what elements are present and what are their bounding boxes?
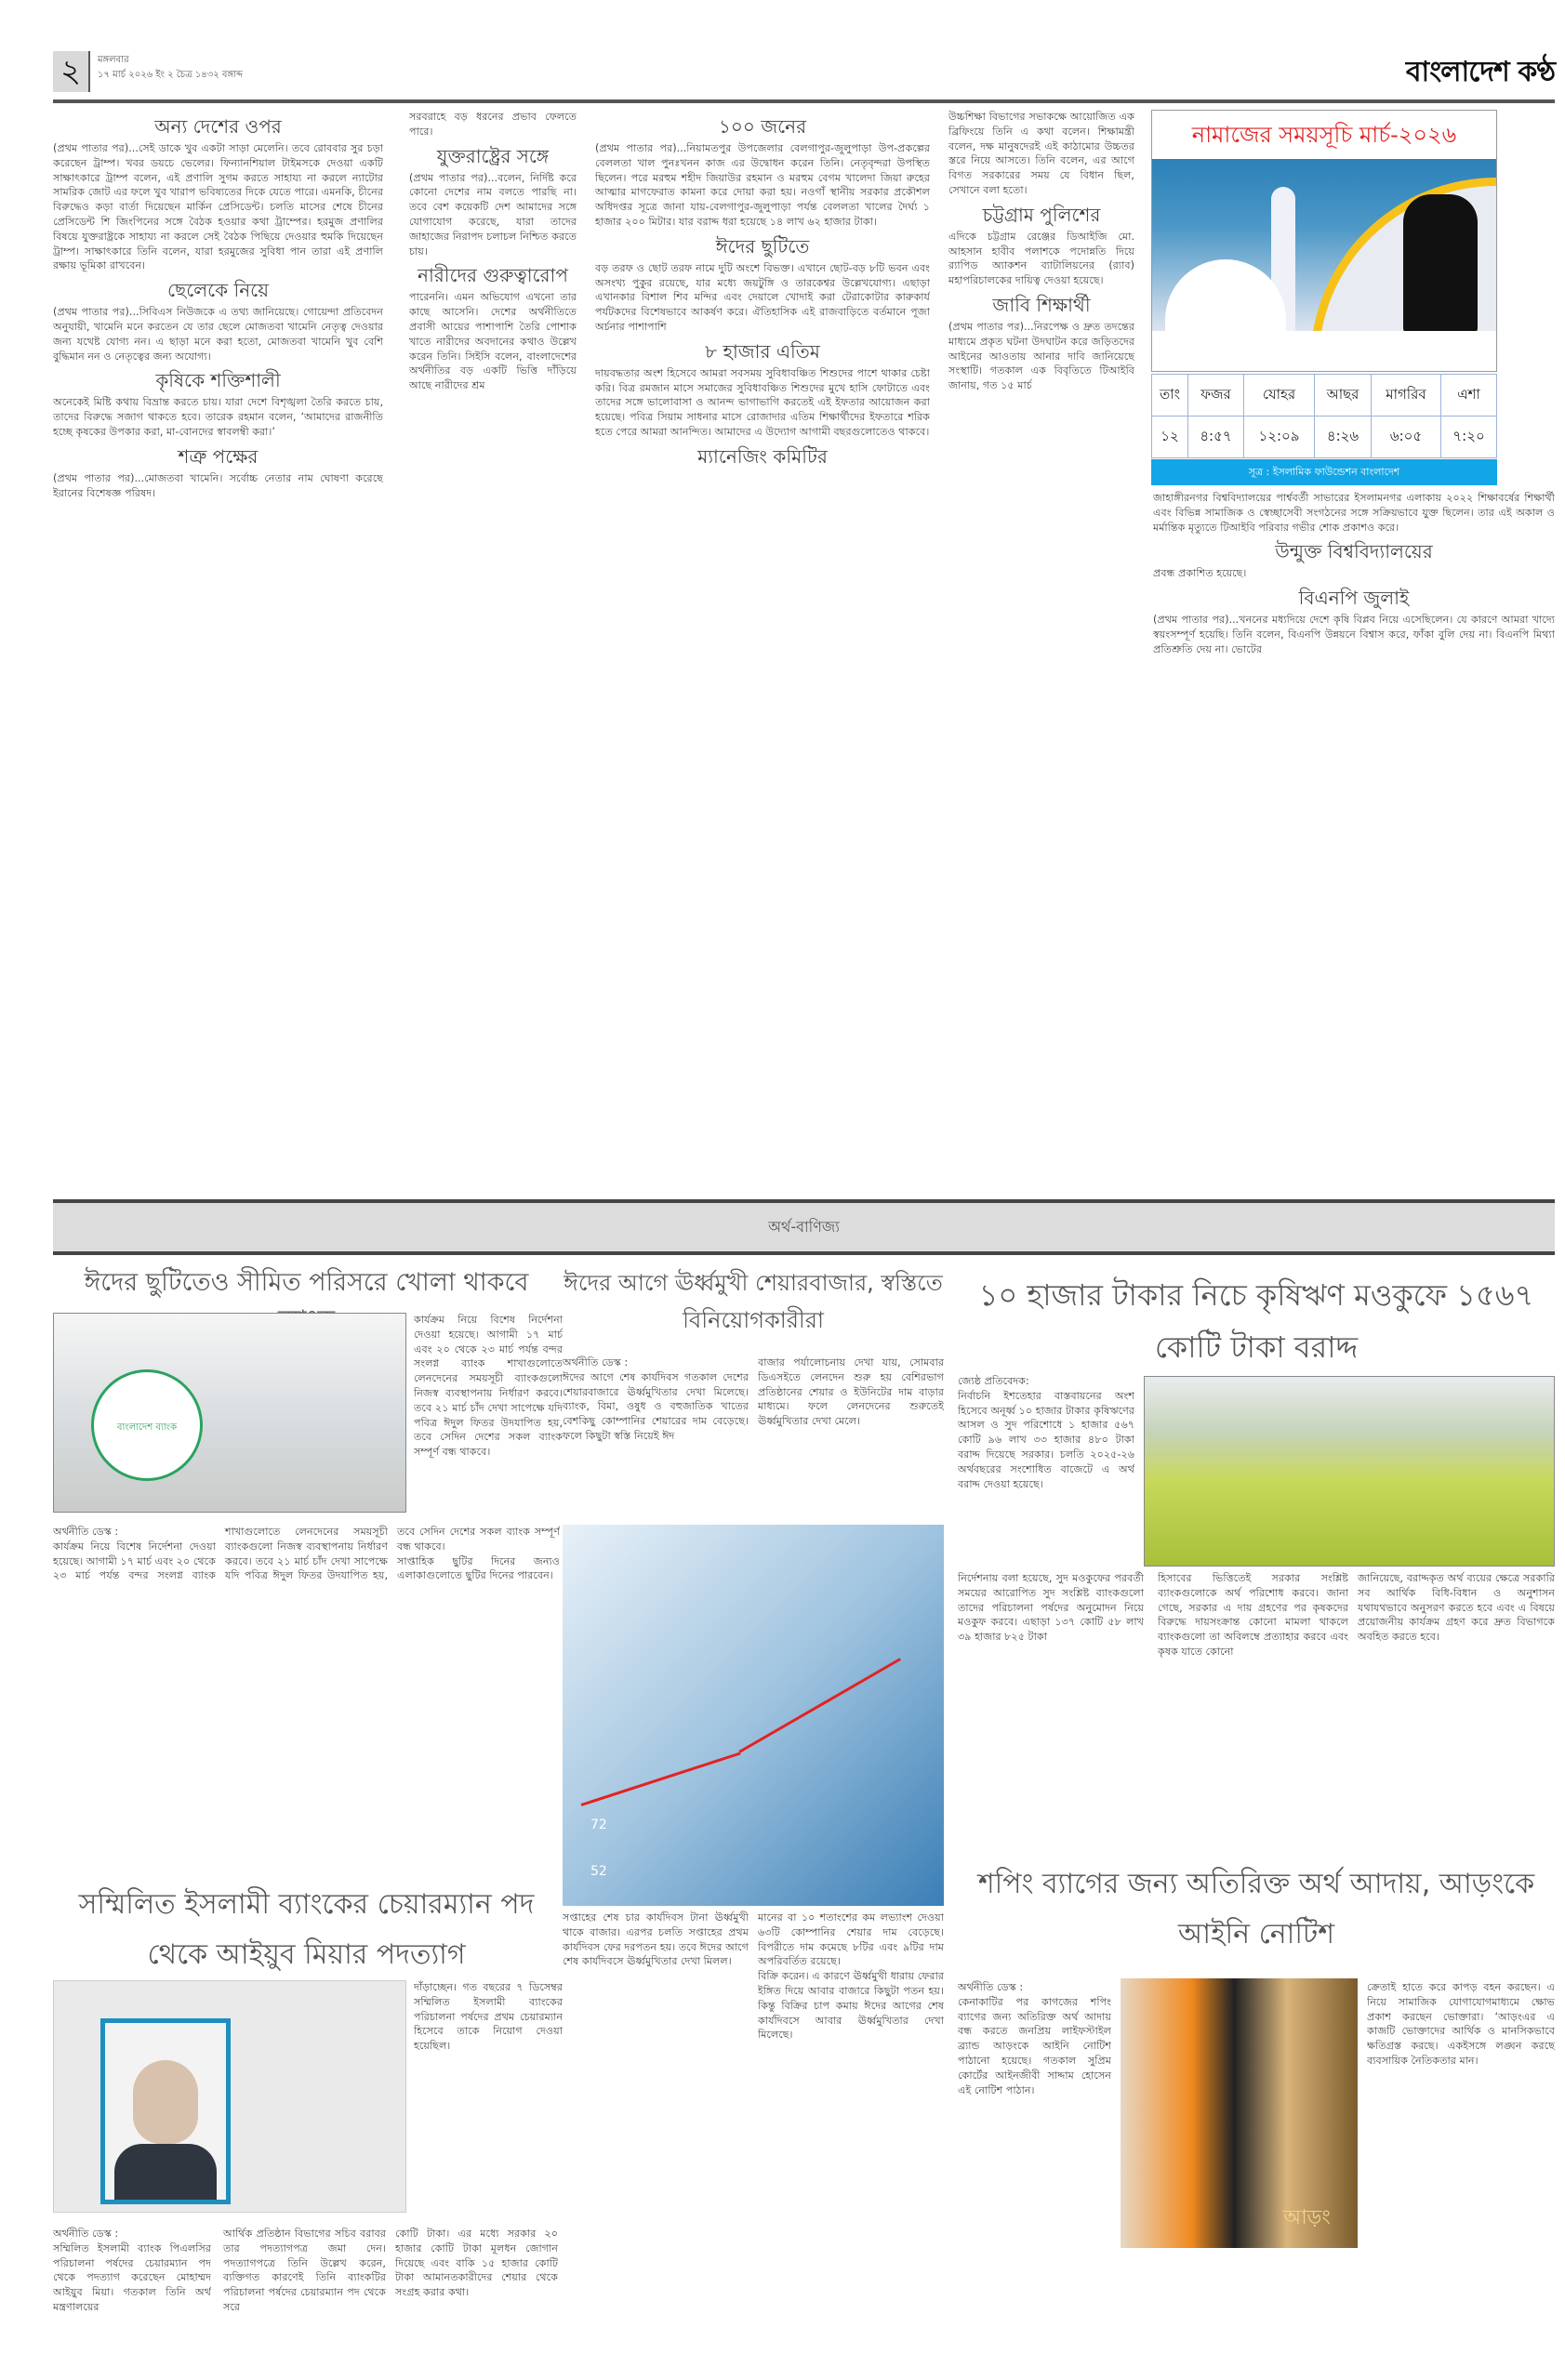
byline: জ্যেষ্ঠ প্রতিবেদক: [958, 1375, 1029, 1387]
headline-chheleke: ছেলেকে নিয়ে [166, 279, 270, 302]
article-text: নির্দেশনায় বলা হয়েছে, সুদ মওকুফের পরবর্তী সময়ের আরোপিত সুদ সংশ্লিষ্ট ব্যাংকগুলো তাদের পরিচালনা পর্ষদের অনুমোদন নিয়ে মওকুফ করবে। এছাড়া ১৩৭ কোটি ৫৮ লাখ ৩৯ হাজার ৮২৫ টাকা [958, 1572, 1144, 1644]
prayer-header: যোহর [1243, 375, 1314, 416]
face-shape [133, 2060, 198, 2144]
article-text: দায়বদ্ধতার অংশ হিসেবে আমরা সবসময় সুবিধাবঞ্চিত শিশুদের পাশে থাকার চেষ্টা করি। বিত্র রমজান মাসে সমাজের সুবিধাবঞ্চিত শিশুদের মুখে হাসি ফোটাতে এবং তাদের সঙ্গে ভালোবাসা ও আনন্দ ভাগাভাগি করতেই এই ইফতার আয়োজন করা হয়েছে। পবিত্র সিয়াম সাধনার মাসে রোজাদার এতিম শিক্ষার্থীদের ইফতারে শরিক হতে পেরে আমরা আনন্দিত। আমাদের এ উদ্যোগ আগামী বছরগুলোতেও থাকবে। [595, 366, 930, 438]
headline-onno-desher: অন্য দেশের ওপর [154, 115, 282, 138]
portrait-frame [100, 2018, 231, 2204]
article-text: কেনাকাটির পর কাগজের শপিং ব্যাগের জন্য অতিরিক্ত অর্থ আদায় বন্ধ করতে জনপ্রিয় লাইফস্টাইল ব্র্যান্ড আড়ংকে আইনি নোটিশ পাঠানো হয়েছে। গতকাল সুপ্রিম কোর্টের আইনজীবী সাদ্দাম হোসেন এই নোটিশ পাঠান। [958, 1995, 1111, 2096]
stock-story-col-a [563, 1355, 749, 1523]
byline: অর্থনীতি ডেস্ক : [53, 2228, 119, 2240]
bag-story-col-b [1367, 1980, 1555, 2347]
stock-story-col-c [563, 1911, 749, 2347]
prayer-title: নামাজের সময়সূচি মার্চ-২০২৬ [1191, 122, 1457, 148]
ayub-story-col-b [53, 2227, 211, 2347]
portrait-image [53, 1980, 406, 2213]
article-text: পারেননি। এমন অভিযোগ এখনো তার কাছে আসেনি। দেশের অর্থনীতিতে প্রবাসী আয়ের পাশাপাশি তৈরি পোশাক খাতে নারীদের অবদানের কথাও উল্লেখ করেন তিনি। সিইসি বলেন, বাংলাদেশের অর্থনীতির বড় একটি ভিত্তি দাঁড়িয়ে আছে নারীদের শ্রম [409, 291, 577, 392]
krishi-story-col-c [1158, 1571, 1348, 1850]
aarong-logo-text: আড়ং [1283, 2206, 1331, 2229]
chart-label: 72 [590, 1818, 607, 1832]
article-text: (প্রথম পাতার পর)...সিবিএস নিউজকে এ তথ্য জানিয়েছে। গোয়েন্দা প্রতিবেদন অনুযায়ী, খামেনি মনে করতেন যে তার ছেলে মোজতবা খামেনি নেতৃত্ব দেওয়ার জন্য যথেষ্ট যোগ্য নন। এ ছাড়া মনে করা হতো, মোজতবা খামেনি খুব বেশি বুদ্ধিমান নন ও নেতৃত্বের জন্য অযোগ্য। [53, 306, 383, 363]
headline-shotru: শত্রু পক্ষের [178, 444, 259, 468]
bag-story-col-a [958, 1980, 1111, 2347]
stock-chart-image [563, 1525, 944, 1906]
headline-managing: ম্যানেজিং কমিটির [697, 444, 828, 468]
ayub-story-col-d [395, 2227, 558, 2347]
bank-story-col-b [53, 1525, 560, 1845]
mosque-illustration [1152, 159, 1496, 331]
paddy-field-image [1144, 1376, 1555, 1567]
weekday: মঙ্গলবার [98, 55, 129, 65]
date-block [98, 53, 243, 83]
section-title-band: অর্থ-বাণিজ্য [53, 1199, 1555, 1255]
prayer-value: ৪:৫৭ [1188, 416, 1244, 458]
article-text: প্রবন্ধ প্রকাশিত হয়েছে। [1153, 567, 1247, 580]
prayer-header: মাগরিব [1371, 375, 1440, 416]
byline: অর্থনীতি ডেস্ক : [53, 1526, 119, 1538]
column-3 [595, 110, 930, 1193]
article-text: আর্থিক প্রতিষ্ঠান বিভাগের সচিব বরাবর তার পদত্যাগপত্র জমা দেন। পদত্যাগপত্রে তিনি উল্লেখ করেন, ব্যক্তিগত কারণেই তিনি ব্যাংকটির পরিচালনা পর্ষদের চেয়ারম্যান পদ থেকে সরে [223, 2228, 386, 2313]
headline-ctg-police: চট্টগ্রাম পুলিশের [982, 203, 1101, 226]
prayer-header: তাং [1152, 375, 1188, 416]
article-text: (প্রথম পাতার পর)...মোজতবা খামেনি। সর্বোচ্চ নেতার নাম ঘোষণা করেছে ইরানের বিশেষজ্ঞ পরিষদ। [53, 471, 383, 499]
article-text: বাজার পর্যালোচনায় দেখা যায়, সোমবার ডিএসইতে লেনদেন শুরু হয় বেশিরভাগ প্রতিষ্ঠানের শেয়ার ও ইউনিটের দাম বাড়ার মাধ্যমে। ফলে লেনদেনের শুরুতেই ঊর্ধ্বমুখিতার দেখা মেলে। [758, 1356, 944, 1428]
praying-man-icon [1403, 194, 1478, 331]
page-header [53, 51, 1555, 107]
krishi-story-col-b [958, 1571, 1144, 1850]
date-line: ১৭ মার্চ ২০২৬ ইং ২ চৈত্র ১৪৩২ বঙ্গাব্দ [98, 70, 243, 80]
headline-bnp-july: বিএনপি জুলাই [1298, 587, 1410, 610]
article-text: সাপ্তাহিক ছুটির দিনের জন্যও এলাকাগুলোতে ছুটির দিনের পারবেন। [397, 1554, 560, 1582]
prayer-value: ৬:০৫ [1371, 416, 1440, 458]
krishi-story-col-a [958, 1374, 1134, 1560]
article-text: জাহাঙ্গীরনগর বিশ্ববিদ্যালয়ের পার্শ্ববর্তী সাভারের ইসলামনগর এলাকায় ২০২২ শিক্ষাবর্ষের শিক্ষার্থী এবং বিভিন্ন সামাজিক ও স্বেচ্ছাসেবী সংগঠনের সঙ্গে সক্রিয়ভাবে যুক্ত ছিলেন। তার এই অকাল ও মর্মান্তিক মৃত্যুতে টিআইবি পরিবার গভীর শোক প্রকাশও করে। [1153, 492, 1555, 534]
trend-line [581, 1752, 741, 1805]
dome-icon [1165, 259, 1286, 331]
article-text: উচ্চশিক্ষা বিভাগের সভাকক্ষে আয়োজিত এক ব্রিফিংয়ে তিনি এ কথা বলেন। শিক্ষামন্ত্রী বলেন, দক্ষ মানুষদেরই এই কাঠামোর উচ্চতর স্তরে নিয়ে আসতে। তিনি বলেন, এর আগে বিগত সরকারের সময় যে বিধান ছিল, সেখানে বলা হতো। [948, 111, 1134, 196]
article-text: ঈদের আগে শেষ কার্যদিবস গতকাল দেশের শেয়ারবাজারে ঊর্ধ্বমুখিতার দেখা মিলেছে। ব্যাংক, বিমা, ওষুধ ও বহুজাতিক খাতের বেশকিছু কোম্পানির শেয়ারের দাম বেড়েছে। ফলে কিছুটা স্বস্তি নিয়েই ঈদ [563, 1370, 749, 1442]
article-text: কার্যক্রম নিয়ে বিশেষ নির্দেশনা দেওয়া হয়েছে। আগামী ১৭ মার্চ এবং ২০ থেকে ২৩ মার্চ পর্যন্ত বন্দর সংলগ্ন ব্যাংক শাখাগুলোতে লেনদেনের সময়সূচী ব্যাংকগুলো নিজস্ব ব্যবস্থাপনায় নির্ধারণ করবে। তবে ২১ মার্চ চাঁদ দেখা সাপেক্ষে যদি পবিত্র ঈদুল ফিতর উদযাপিত হয়, তবে সেদিন দেশের সকল ব্যাংক সম্পূর্ণ বন্ধ থাকবে। [53, 1526, 560, 1582]
article-text: (প্রথম পাতার পর)...নিরপেক্ষ ও দ্রুত তদন্তের মাধ্যমে প্রকৃত ঘটনা উদঘাটন করে জড়িতদের আইনের আওতায় আনার দাবি জানিয়েছে সংস্থাটি। গতকাল এক বিবৃতিতে টিআইবি জানায়, গত ১৫ মার্চ [948, 320, 1134, 392]
article-text: বিক্রি করেন। এ কারণে ঊর্ধ্বমুখী ধারায় ফেরার ইঙ্গিত দিয়ে আবার বাজারে কিছুটা পতন হয়। কিন্তু বিক্রির চাপ কমায় ঈদের আগের শেষ কার্যদিবসে আবার ঊর্ধ্বমুখিতার দেখা মিলেছে। [758, 1970, 944, 2042]
prayer-values-row [1152, 416, 1497, 458]
trend-line [738, 1658, 901, 1753]
article-text: সপ্তাহের শেষ চার কার্যদিবস টানা ঊর্ধ্বমুখী থাকে বাজার। এরপর চলতি সপ্তাহের প্রথম কার্যদিবস ফের দরপতন হয়। তবে ঈদের আগে শেষ কার্যদিবসে ঊর্ধ্বমুখিতার দেখা মিলল। [563, 1911, 749, 1968]
headline-krishike: কৃষিকে শক্তিশালী [155, 369, 281, 392]
headline-narider: নারীদের গুরুত্বারোপ [418, 264, 568, 287]
prayer-header-row [1152, 375, 1497, 416]
stock-story-col-d [758, 1911, 944, 2347]
headline-eider-chhutite: ঈদের ছুটিতে [715, 234, 810, 258]
article-text: (প্রথম পাতার পর)...সেই ডাকে খুব একটা সাড়া মেলেনি। তবে রোববার সুর চড়া করেছেন ট্রাম্প। খবর ডয়চে ভেলের। ফিন্যানশিয়াল টাইমসকে দেওয়া একটি সাক্ষাৎকারে ট্রাম্প বলেন, এই প্রণালি সুগম করতে সাহায্য না করলে ন্যাটোর সামরিক জোট এর ফলে খুব খারাপ ভবিষ্যতের দিকে যেতে পারে। এমনকি, চীনের বিরুদ্ধেও কড়া বার্তা দিয়েছেন মার্কিন প্রেসিডেন্ট। চলতি মাসের শেষে চীনের প্রেসিডেন্ট শি জিংপিনের সঙ্গে বৈঠক হওয়ার কথা ট্রাম্পের। হরমুজ প্রণালির বিষয়ে যুক্তরাষ্ট্রকে সাহায্য না করলে সেই বৈঠক পিছিয়ে দেওয়ার হুমকি দিয়েছেন ট্রাম্প। সাক্ষাৎকারে তিনি বলেন, যারা হরমুজের সুবিধা পান তারা এই প্রণালি রক্ষায় ভূমিকা রাখবেন। [53, 142, 383, 272]
article-text: অনেকেই মিষ্টি কথায় বিভ্রান্ত করতে চায়। যারা দেশে বিশৃঙ্খলা তৈরি করতে চায়, তাদের বিরুদ্ধে সজাগ থাকতে হবে। তারেক রহমান বলেন, ‘আমাদের রাজনীতি হচ্ছে কৃষকের উপকার করা, মা-বোনদের স্বাবলম্বী করা।’ [53, 396, 383, 438]
article-text: সরবরাহে বড় ধরনের প্রভাব ফেলতে পারে। [409, 111, 577, 138]
headline-shopping-bag: শপিং ব্যাগের জন্য অতিরিক্ত অর্থ আদায়, আড়ংকে আইনি নোটিশ [977, 1868, 1535, 1950]
column-4 [948, 110, 1134, 1193]
prayer-value: ৪:২৬ [1315, 416, 1372, 458]
headline-usa: যুক্তরাষ্ট্রের সঙ্গে [436, 144, 550, 167]
ayub-story-col-a [414, 1980, 563, 2213]
prayer-schedule-box [1151, 110, 1497, 372]
headline-unmukto: উন্মুক্ত বিশ্ববিদ্যালয়ের [1275, 540, 1433, 563]
prayer-times-table [1151, 374, 1497, 458]
page-number: ২ [53, 51, 90, 92]
headline-stock-market: ঈদের আগে ঊর্ধ্বমুখী শেয়ারবাজার, স্বস্তিতে বিনিয়োগকারীরা [564, 1270, 943, 1333]
headline-8-hajar-etim: ৮ হাজার এতিম [705, 339, 820, 363]
article-text: হিসাবের ভিত্তিতেই সরকার সংশ্লিষ্ট ব্যাংকগুলোকে অর্থ পরিশোধ করবে। জানা গেছে, সরকার এ দায় গ্রহণের পর কৃষকদের বিরুদ্ধে দায়সংক্রান্ত কোনো মামলা থাকলে ব্যাংকগুলো তা অবিলম্বে প্রত্যাহার করবে এবং কৃষক যাতে কোনো [1158, 1572, 1348, 1658]
ayub-story-col-c [223, 2227, 386, 2347]
article-text: বড় তরফ ও ছোট তরফ নামে দুটি অংশে বিভক্ত। এখানে ছোট-বড় ৮টি ভবন এবং অসংখ্য পুকুর রয়েছে, যার মধ্যে জয়টুঙ্গি ও তারকেশ্বর উল্লেখযোগ্য। এছাড়া এখানকার বিশাল শিব মন্দির এবং দেয়ালে খোদাই করা টেরাকোটার কারুকার্য পর্যটকদের বিশেষভাবে আকর্ষণ করে। ঐতিহাসিক এই রাজবাড়িতে বর্তমানে পূজা অর্চনার পাশাপাশি [595, 261, 930, 333]
byline: অর্থনীতি ডেস্ক : [563, 1356, 629, 1368]
article-text: নির্বাচনি ইশতেহার বাস্তবায়নের অংশ হিসেবে অনূর্ধ্ব ১০ হাজার টাকার কৃষিঋণের আসল ও সুদ পরিশোধে ১ হাজার ৫৬৭ কোটি ৯৬ লাখ ৩৩ হাজার ৪৮০ টাকা বরাদ্দ দিয়েছে সরকার। চলতি ২০২৫-২৬ অর্থবছরের সংশোধিত বাজেটে এ অর্থ বরাদ্দ দেওয়া হয়েছে। [958, 1389, 1134, 1490]
headline-ayub-resign: সম্মিলিত ইসলামী ব্যাংকের চেয়ারম্যান পদ থেকে আইয়ুব মিয়ার পদত্যাগ [78, 1888, 535, 1971]
aarong-store-image [1121, 1978, 1358, 2248]
prayer-header: ফজর [1188, 375, 1244, 416]
column-2 [409, 110, 577, 1193]
header-rule [53, 99, 1555, 103]
stock-story-col-b [758, 1355, 944, 1523]
column-1 [53, 110, 383, 1193]
bank-building-image [53, 1313, 406, 1513]
prayer-source: সূত্র : ইসলামিক ফাউন্ডেশন বাংলাদেশ [1151, 459, 1497, 485]
column-5 [1153, 491, 1555, 1193]
article-text: জানিয়েছে, বরাদ্দকৃত অর্থ ব্যয়ের ক্ষেত্রে সরকারি সব আর্থিক বিধি-বিধান ও অনুশাসন যথাযথভাবে অনুসরণ করতে হবে এবং এ বিষয়ে প্রয়োজনীয় কার্যক্রম গ্রহণ করে দ্রুত বিভাগকে অবহিত করতে হবে। [1358, 1572, 1555, 1644]
article-text: (প্রথম পাতার পর)...খননের মধ্যদিয়ে দেশে কৃষি বিপ্লব নিয়ে এসেছিলেন। যে কারণে আমরা খাদ্যে স্বয়ংসম্পূর্ণ হয়েছি। তিনি বলেন, বিএনপি উন্নয়নে বিশ্বাস করে, ফাঁকা বুলি দেয় না। বিএনপি মিথ্যা প্রতিশ্রুতি দেয় না। ভোটের [1153, 614, 1555, 655]
article-text: সম্মিলিত ইসলামী ব্যাংক পিএলসির পরিচালনা পর্ষদের চেয়ারম্যান পদ থেকে পদত্যাগ করেছেন মোহাম্মদ আইয়ুব মিয়া। গতকাল তিনি অর্থ মন্ত্রণালয়ের [53, 2241, 211, 2313]
article-text: এদিকে চট্টগ্রাম রেঞ্জের ডিআইজি মো. আহসান হাবীব পলাশকে পদোন্নতি দিয়ে র‍্যাপিড অ্যাকশন ব্যাটালিয়নের (র‍্যাব) মহাপরিচালকের দায়িত্ব দেওয়া হয়েছে। [948, 230, 1134, 287]
bangladesh-bank-logo: বাংলাদেশ ব্যাংক [91, 1369, 203, 1481]
prayer-value: ১২ [1152, 416, 1188, 458]
prayer-header: এশা [1441, 375, 1497, 416]
headline-bank-holiday: ঈদের ছুটিতেও সীমিত পরিসরে খোলা থাকবে [84, 1268, 529, 1297]
prayer-header: আছর [1315, 375, 1372, 416]
chart-label: 52 [590, 1864, 607, 1879]
prayer-value: ১২:০৯ [1243, 416, 1314, 458]
article-text: কার্যক্রম নিয়ে বিশেষ নির্দেশনা দেওয়া হয়েছে। আগামী ১৭ মার্চ এবং ২০ থেকে ২৩ মার্চ পর্যন্ত বন্দর সংলগ্ন ব্যাংক শাখাগুলোতে লেনদেনের সময়সূচী ব্যাংকগুলো নিজস্ব ব্যবস্থাপনায় নির্ধারণ করবে। তবে ২১ মার্চ চাঁদ দেখা সাপেক্ষে যদি পবিত্র ঈদুল ফিতর উদযাপিত হয়, তবে সেদিন দেশের সকল ব্যাংক সম্পূর্ণ বন্ধ থাকবে। [414, 1314, 563, 1459]
headline-jabi: জাবি শিক্ষার্থী [992, 293, 1091, 316]
article-text: (প্রথম পাতার পর)...বলেন, নির্দিষ্ট করে কোনো দেশের নাম বলতে পারছি না। তবে বেশ কয়েকটি দেশ আমাদের সঙ্গে যোগাযোগ করেছে, যারা তাদের জাহাজের নিরাপদ চলাচল নিশ্চিত করতে চায়। [409, 171, 577, 258]
article-text: কোটি টাকা। এর মধ্যে সরকার ২০ হাজার কোটি টাকা মূলধন জোগান দিয়েছে এবং বাকি ১৫ হাজার কোটি টাকা আমানতকারীদের শেয়ার থেকে সংগ্রহ করার কথা। [395, 2228, 558, 2299]
byline: অর্থনীতি ডেস্ক : [958, 1981, 1024, 1993]
headline-100-joner: ১০০ জনের [718, 115, 807, 138]
suit-shape [114, 2144, 217, 2200]
masthead-logo: বাংলাদেশ কণ্ঠ [1405, 56, 1555, 88]
bank-story-col-a [414, 1313, 563, 1517]
article-text: (প্রথম পাতার পর)...নিয়ামতপুর উপজেলার বেলগাপুর-জুলুপাড়া উপ-প্রকল্পের বেললতা খাল পুনঃখনন কাজ এর উদ্বোধন করেন তিনি। নেতৃবৃন্দরা উপস্থিত ছিলেন। পরে মরহুম শহীদ জিয়াউর রহমান ও মরহুম বেগম খালেদা জিয়া রুহের আত্মার মাগফেরাত কামনা করে দোয়া করা হয়। নওগাঁ স্থানীয় সরকার প্রকৌশল অধিদপ্তর সূত্রে জানা যায়-বেলগাপুর-জুলুপাড়া পর্যন্ত বেললতা খালের দৈর্ঘ্য ১ হাজার ২০০ মিটার। যার বরাদ্দ ধরা হয়েছে ১৪ লাখ ৬২ হাজার টাকা। [595, 142, 930, 228]
prayer-value: ৭:২০ [1441, 416, 1497, 458]
krishi-story-col-d [1358, 1571, 1555, 1850]
article-text: ক্রেতাই হাতে করে কাপড় বহন করছেন। এ নিয়ে সামাজিক যোগাযোগমাধ্যমে ক্ষোভ প্রকাশ করছেন ভোক্তারা। ‘আড়ংএর এ কাজটি ভোক্তাদের আর্থিক ও মানসিকভাবে ক্ষতিগ্রস্ত করছে। একইসঙ্গে লঙ্ঘন করছে ব্যবসায়িক নৈতিকতার মান। [1367, 1981, 1555, 2067]
article-text: দাঁড়াচ্ছেন। গত বছরের ৭ ডিসেম্বর সম্মিলিত ইসলামী ব্যাংকের পরিচালনা পর্ষদের প্রথম চেয়ারম্যান হিসেবে তাকে নিয়োগ দেওয়া হয়েছিল। [414, 1981, 563, 2053]
headline-krishi-loan: ১০ হাজার টাকার নিচে কৃষিঋণ মওকুফে ১৫৬৭ কোটি টাকা বরাদ্দ [978, 1277, 1534, 1365]
article-text: মানের বা ১০ শতাংশের কম লভ্যাংশ দেওয়া ৬৩টি কোম্পানির শেয়ার দাম বেড়েছে। বিপরীতে দাম কমেছে ৮টির এবং ৯টির দাম অপরিবর্তিত রয়েছে। [758, 1911, 944, 1968]
